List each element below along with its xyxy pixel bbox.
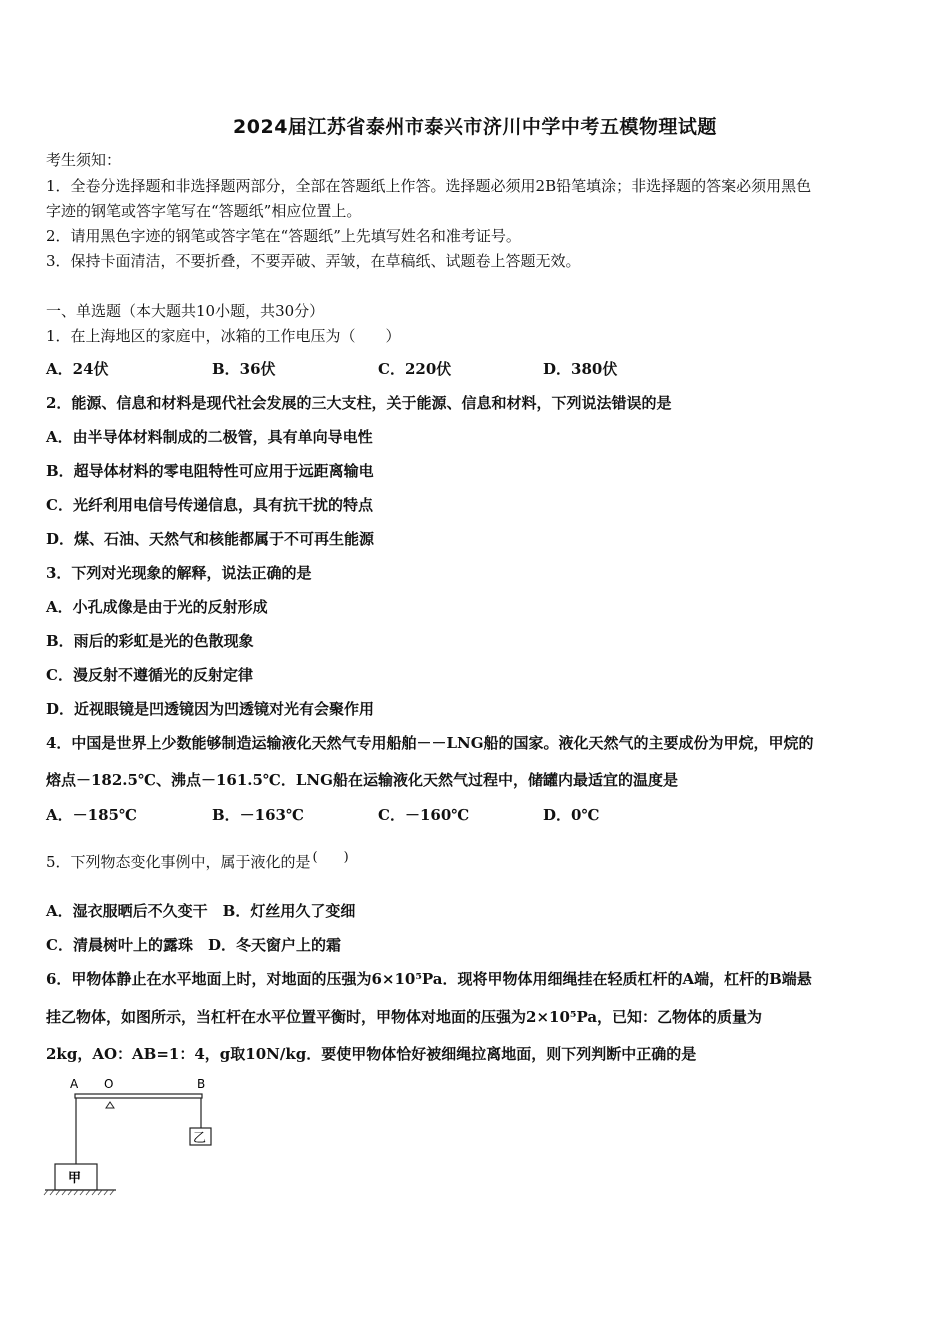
question-6-line-3: 2kg，AO：AB=1：4，g取10N/kg．要使甲物体恰好被细绳拉离地面，则下列判断中正确的是 [46,1045,697,1063]
notice-item-1-cont: 字迹的钢笔或答字笔写在“答题纸”相应位置上。 [46,202,362,220]
question-5-text: 5．下列物态变化事例中，属于液化的是 [46,853,311,871]
q5-options-ab: A．湿衣服晒后不久变干 B．灯丝用久了变细 [46,902,356,920]
label-a: A [70,1077,79,1091]
q1-option-d: D．380伏 [543,360,618,378]
question-6-line-2: 挂乙物体，如图所示，当杠杆在水平位置平衡时，甲物体对地面的压强为2×10⁵Pa，已知：乙物体的质量为 [46,1008,763,1026]
label-o: O [104,1077,114,1091]
label-b: B [197,1077,206,1091]
question-6-line-1: 6．甲物体静止在水平地面上时，对地面的压强为6×10⁵Pa．现将甲物体用细绳挂在轻质杠杆的A端，杠杆的B端悬 [46,970,812,988]
ground-hatch [44,1190,114,1195]
question-2-stem: 2．能源、信息和材料是现代社会发展的三大支柱，关于能源、信息和材料，下列说法错误的是 [46,394,672,412]
q1-option-c: C．220伏 [378,360,452,378]
q3-option-d: D．近视眼镜是凹透镜因为凹透镜对光有会聚作用 [46,700,375,718]
q4-option-b: B．－163℃ [212,806,304,824]
box-jia-label: 甲 [68,1171,82,1186]
notice-item-2: 2．请用黑色字迹的钢笔或答字笔在“答题纸”上先填写姓名和准考证号。 [46,227,521,245]
question-1-stem: 1．在上海地区的家庭中，冰箱的工作电压为（ ） [46,327,401,345]
q2-option-a: A．由半导体材料制成的二极管，具有单向导电性 [46,428,373,446]
box-yi-label: 乙 [193,1131,207,1146]
q1-option-a: A．24伏 [46,360,109,378]
section-heading: 一、单选题（本大题共10小题，共30分） [46,302,325,320]
q4-option-d: D．0℃ [543,806,600,824]
page-title: 2024届江苏省泰州市泰兴市济川中学中考五模物理试题 [233,116,717,138]
q3-option-b: B．雨后的彩虹是光的色散现象 [46,632,254,650]
q3-option-c: C．漫反射不遵循光的反射定律 [46,666,253,684]
q4-option-c: C．－160℃ [378,806,470,824]
q2-option-c: C．光纤利用电信号传递信息，具有抗干扰的特点 [46,496,373,514]
lever-diagram [40,1072,230,1200]
q2-option-b: B．超导体材料的零电阻特性可应用于远距离输电 [46,462,374,480]
lever-bar [75,1094,202,1098]
question-4-stem: 4．中国是世界上少数能够制造运输液化天然气专用船舶－－LNG船的国家。液化天然气的主要成份为甲烷，甲烷的 [46,734,814,752]
question-5-stem [46,852,349,874]
q4-option-a: A．－185℃ [46,806,137,824]
question-4-stem-cont: 熔点－182.5℃、沸点－161.5℃．LNG船在运输液化天然气过程中，储罐内最适宜的温度是 [46,771,678,789]
notice-heading: 考生须知： [46,151,122,169]
q1-option-b: B．36伏 [212,360,276,378]
notice-item-3: 3．保持卡面清洁，不要折叠，不要弄破、弄皱，在草稿纸、试题卷上答题无效。 [46,252,581,270]
question-3-stem: 3．下列对光现象的解释，说法正确的是 [46,564,312,582]
q5-options-cd: C．清晨树叶上的露珠 D．冬天窗户上的霜 [46,936,341,954]
q3-option-a: A．小孔成像是由于光的反射形成 [46,598,268,616]
notice-item-1: 1．全卷分选择题和非选择题两部分，全部在答题纸上作答。选择题必须用2B铅笔填涂；非选择题的答案必须用黑色 [46,177,812,195]
answer-paren: ( ) [312,850,349,865]
fulcrum-icon [106,1102,114,1108]
q2-option-d: D．煤、石油、天然气和核能都属于不可再生能源 [46,530,375,548]
